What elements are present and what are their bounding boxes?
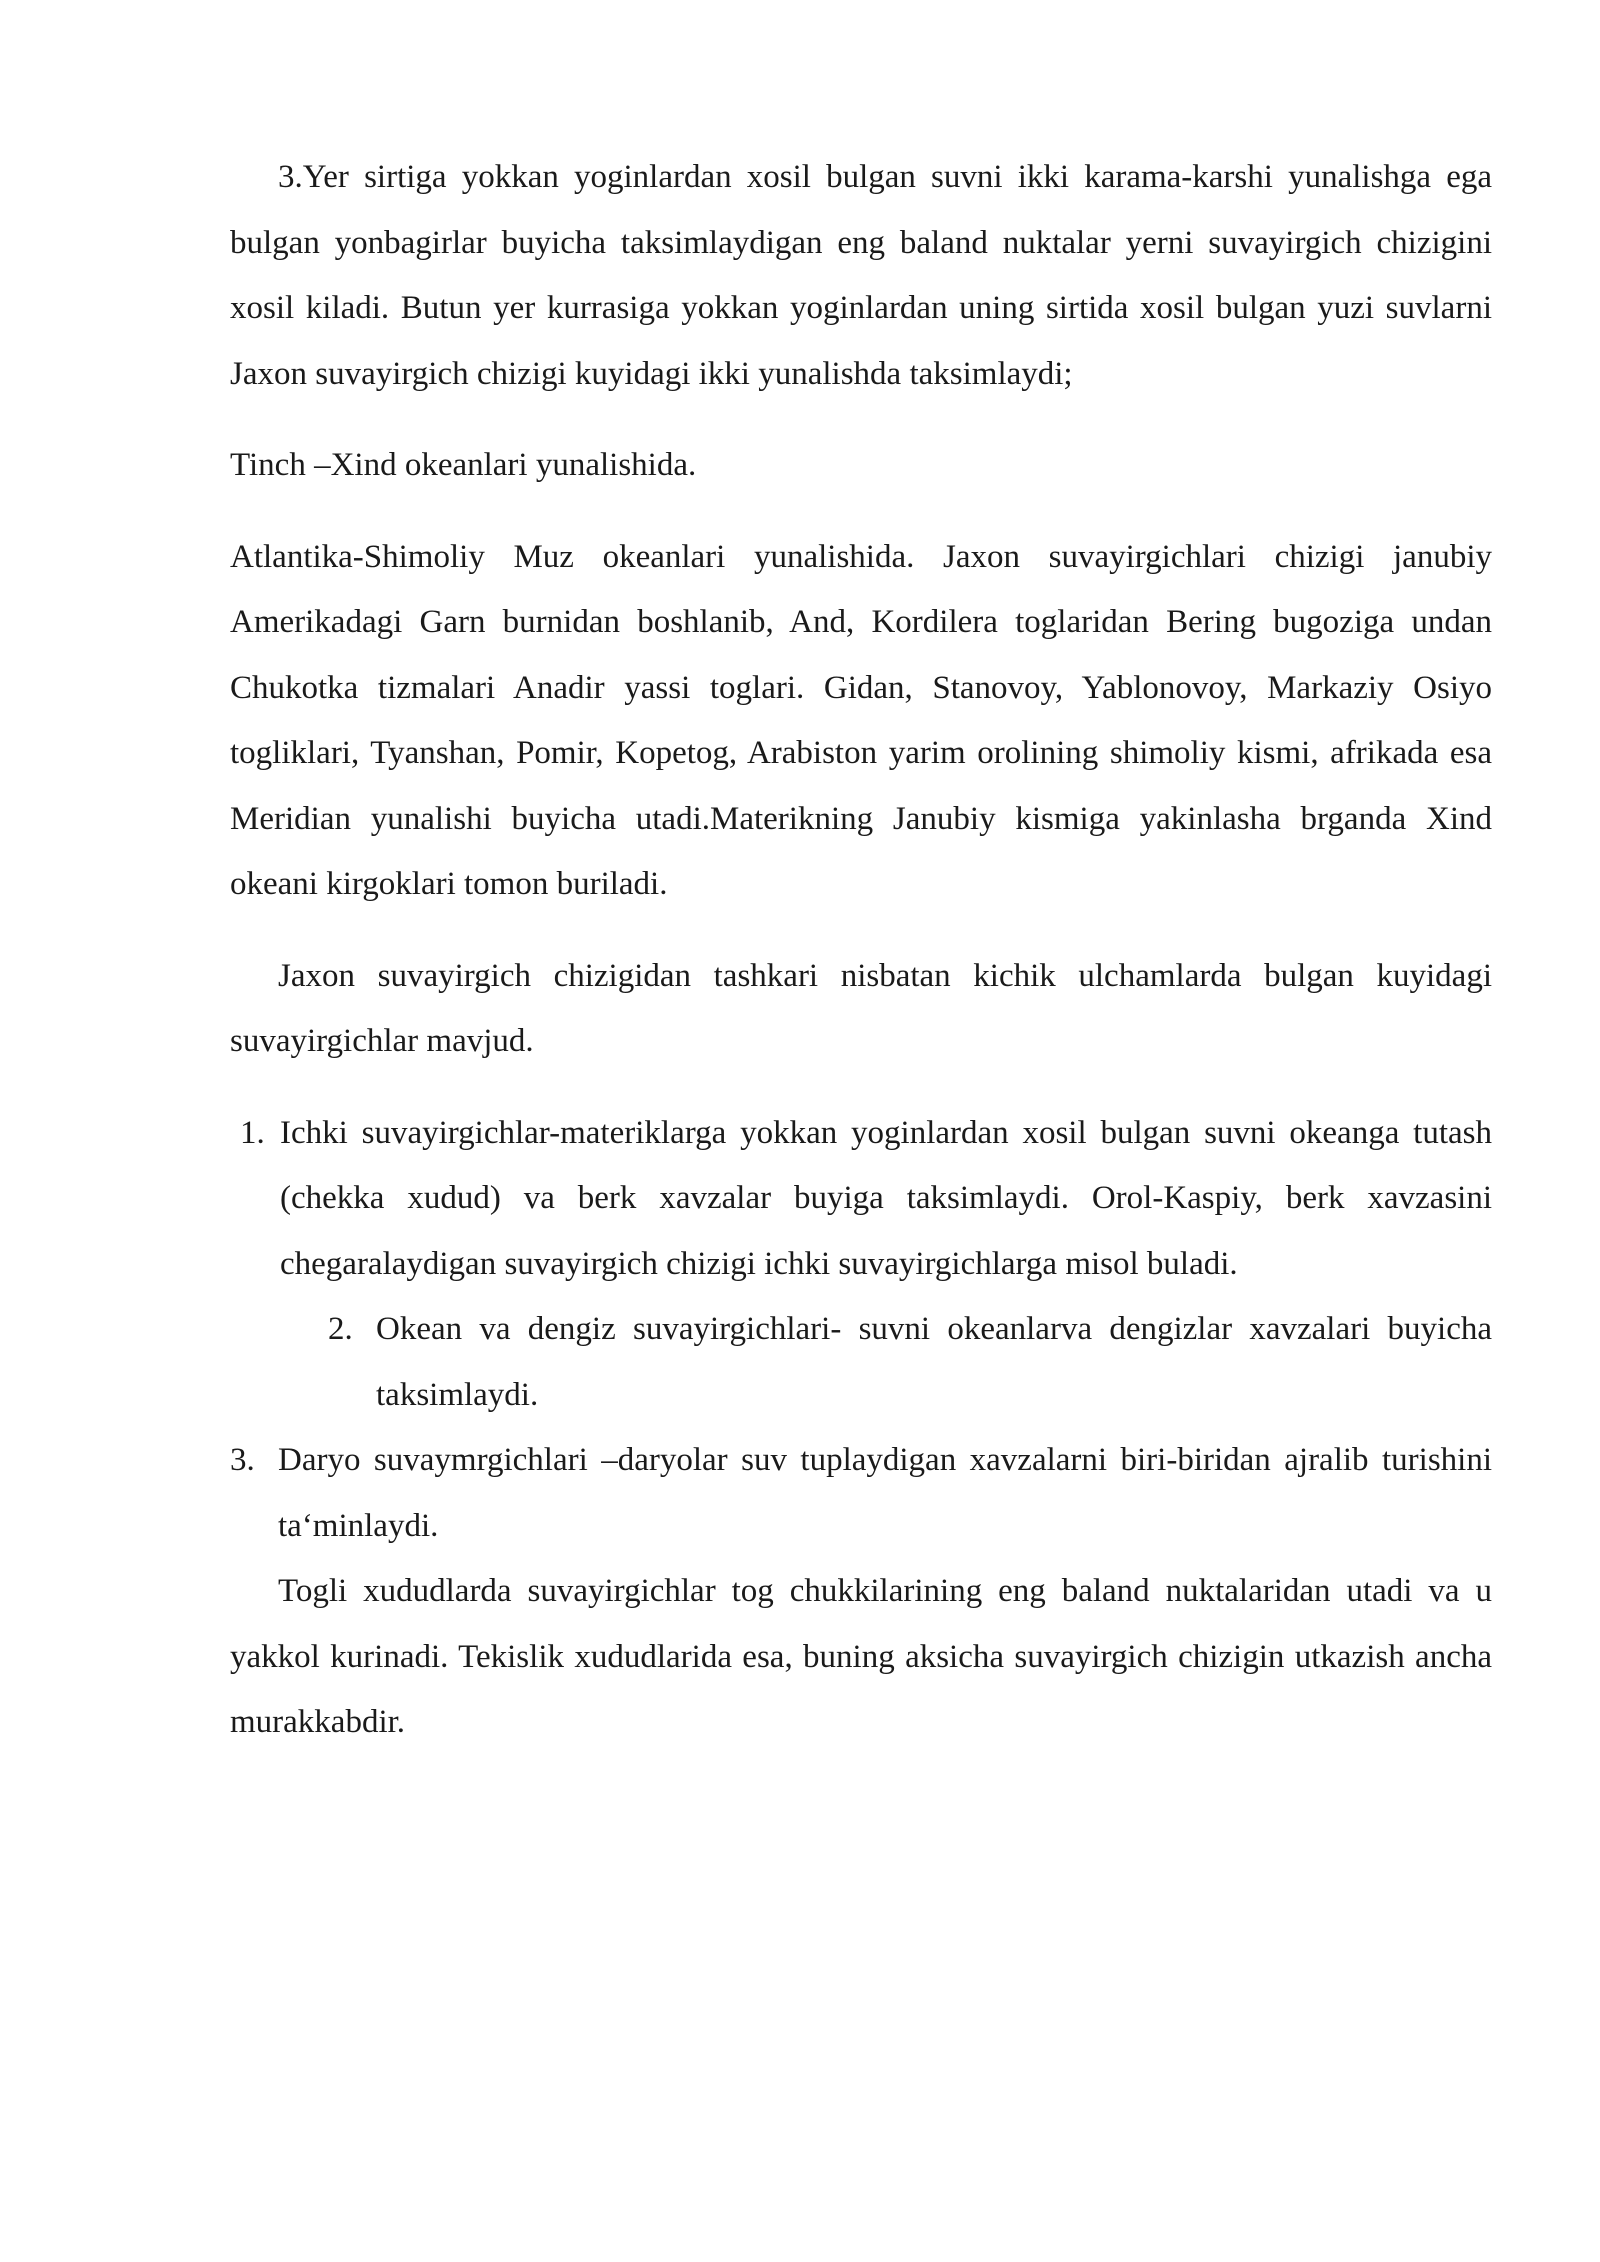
list-item-3 [230,1428,1492,1559]
paragraph-smaller-watersheds: Jaxon suvayirgich chizigidan tashkari nisbatan kichik ulchamlarda bulgan kuyidagi suvayirgichlar mavjud. [230,957,1492,1059]
list-text-content: Ichki suvayirgichlar-materiklarga yokkan yoginlardan xosil bulgan suvni okeanga tutash (chekka xudud) va berk xavzalar buyiga taksimlaydi. Orol-Kaspiy, berk xavzasini chegaralaydigan suvayirgich chizigi ichki suvayirgichlarga misol buladi. [280,1114,1492,1282]
paragraph-pacific-indian: Tinch –Xind okeanlari yunalishida. [230,447,697,483]
list-item-1 [240,1101,1492,1298]
list-text: Okean va dengiz suvayirgichlari- suvni okeanlarva dengizlar xavzalari buyicha taksimlaydi. [376,1311,1492,1413]
list-text [280,1101,1492,1298]
list-number: 1. [240,1114,265,1151]
list-number: 3. [230,1442,255,1478]
document-page [230,145,1492,1756]
paragraph-mountain-plain: Togli xududlarda suvayirgichlar tog chukkilarining eng baland nuktalaridan utadi va u yakkol kurinadi. Tekislik xududlarida esa, buning aksicha suvayirgich chizigin utkazish ancha murakkabdir. [230,1573,1492,1740]
paragraph-watershed-definition: 3.Yer sirtiga yokkan yoginlardan xosil bulgan suvni ikki karama-karshi yunalishga ega bulgan yonbagirlar buyicha taksimlaydigan eng baland nuktalar yerni suvayirgich chizigini xosil kiladi. Butun yer kurrasiga yokkan yoginlardan uning sirtida xosil bulgan yuzi suvlarni Jaxon suvayirgich chizigi kuyidagi ikki yunalishda taksimlaydi; [230,159,1492,392]
list-number: 2. [328,1311,353,1347]
list-item-2 [328,1297,1492,1428]
paragraph-atlantic-arctic: Atlantika-Shimoliy Muz okeanlari yunalishida. Jaxon suvayirgichlari chizigi janubiy Amerikadagi Garn burnidan boshlanib, And, Kordilera toglaridan Bering bugoziga undan Chukotka tizmalari Anadir yassi toglari. Gidan, Stanovoy, Yablonovoy, Markaziy Osiyo togliklari, Tyanshan, Pomir, Kopetog, Arabiston yarim orolining shimoliy kismi, afrikada esa Meridian yunalishi buyicha utadi.Materikning Janubiy kismiga yakinlasha brganda Xind okeani kirgoklari tomon buriladi. [230,538,1492,902]
list-text: Daryo suvaymrgichlari –daryolar suv tuplaydigan xavzalarni biri-biridan ajralib turishini ta‘minlaydi. [278,1442,1492,1544]
